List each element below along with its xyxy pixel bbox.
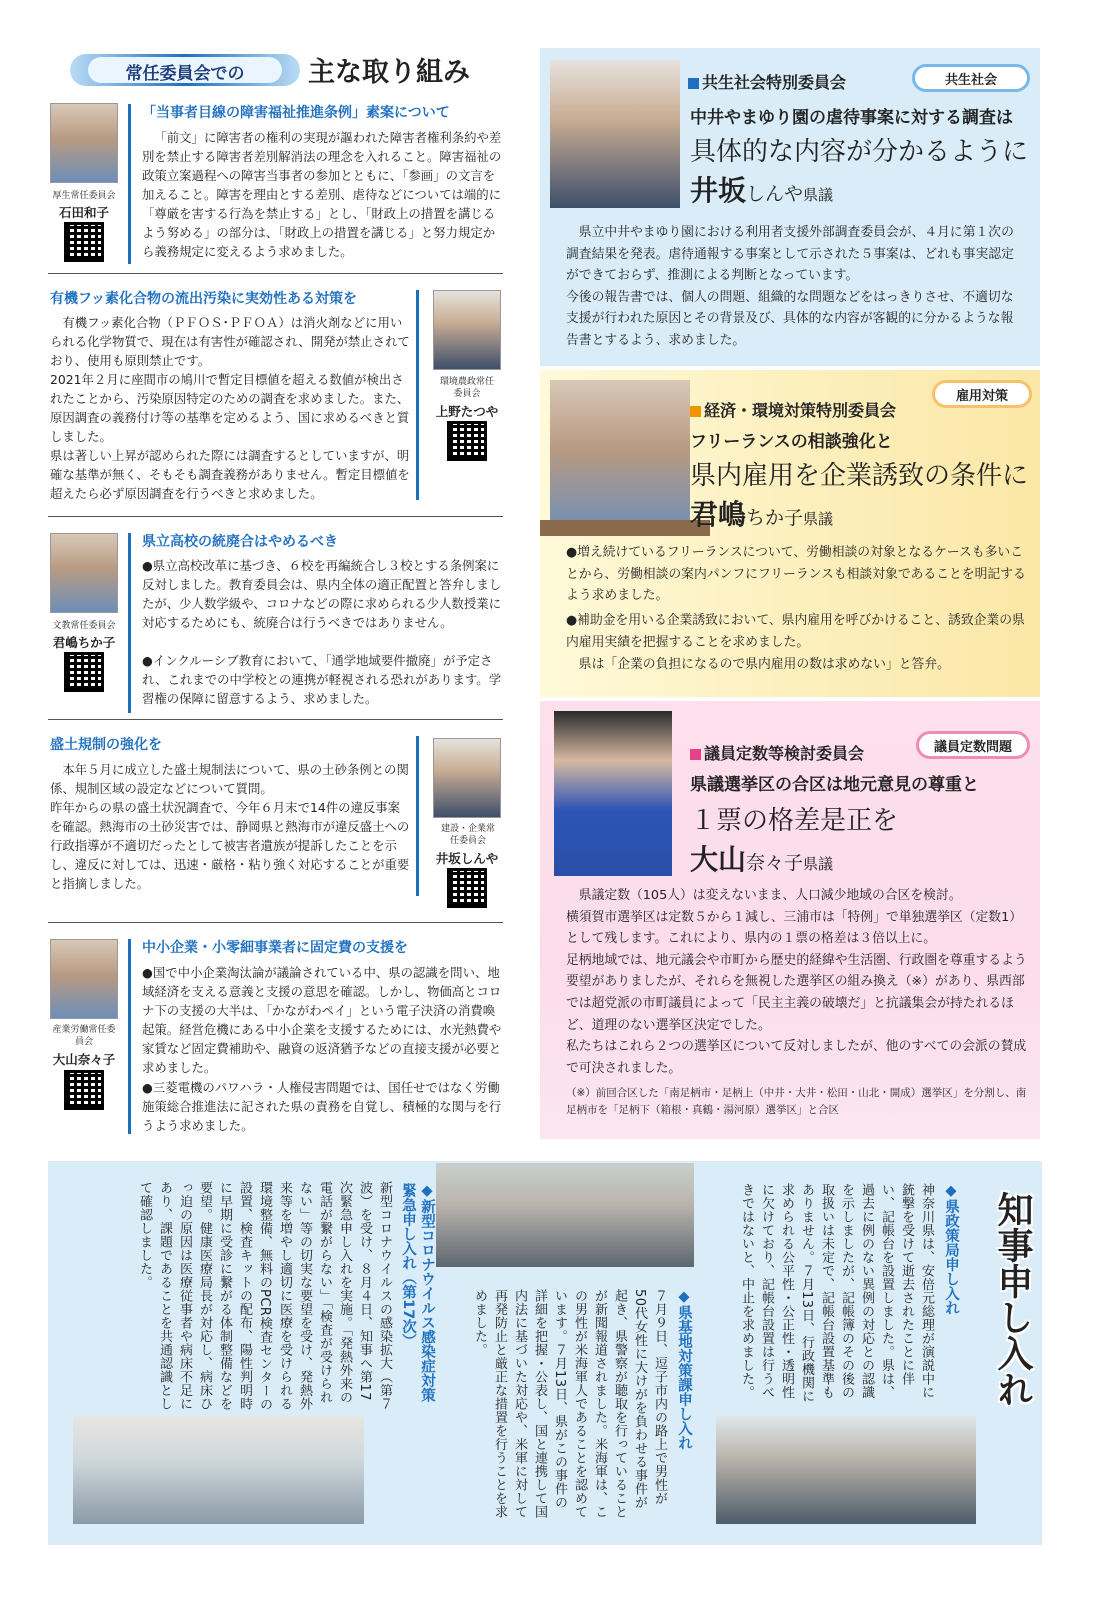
- member-name: 井坂しんや: [435, 851, 499, 866]
- member-name: 石田和子: [58, 205, 109, 220]
- article-body: ●増え続けているフリーランスについて、労働相談の対象となるケースも多いことから、労働相談の案内パンフにフリーランスも相談対象であることを明記するよう求めました。: [566, 545, 1026, 603]
- member-name: 君嶋ちか子県議: [690, 498, 834, 531]
- panel-kyosei: [540, 48, 1040, 366]
- base-body: ７月９日、逗子市内の路上で男性が50代女性に大けがを負わせる事件が起き、県警察が聴取を行っていることが新聞報道されました。米海軍は、この男性が米海軍人であることを認めています。７月13日、県がこの事件の詳細を把握・公表し、国と連携して国内法に基づいた対応や、米軍に対して再発防止と厳正な措置を行うことを求めました。: [472, 1289, 667, 1519]
- politics-title: ◆県政策局申し入れ: [943, 1183, 959, 1315]
- header: [70, 50, 510, 90]
- base-title: ◆県基地対策課申し入れ: [676, 1289, 692, 1450]
- member-photo: [433, 738, 501, 818]
- page-title: 主な取り組み: [308, 57, 470, 88]
- qr-code: [64, 1070, 104, 1110]
- member-role: 産業労働常任委員会: [52, 1025, 116, 1047]
- covid-title: ◆新型コロナウイルス感染症対策緊急申し入れ（第17次）: [400, 1183, 435, 1402]
- headline: 中井やまゆり園の虐待事案に対する調査は: [690, 108, 1013, 128]
- article-body: ●県立高校改革に基づき、６校を再編統合し３校とする条例案に反対しました。教育委員会は、県内全体の適正配置と答弁しましたが、少人数学級や、コロナなどの際に求められる少人数授業に対応するためにも、統廃合は行うべきではありません。: [142, 558, 502, 630]
- topic-badge: 雇用対策: [932, 380, 1032, 408]
- headline: フリーランスの相談強化と: [690, 432, 893, 452]
- topic-badge: 議員定数問題: [916, 731, 1030, 759]
- article-body: ●インクルーシブ教育において、「通学地域要件撤廃」が予定され、これまでの中学校との連携が軽視される恐れがあります。学習権の保障に留意するよう、求めました。: [142, 653, 502, 706]
- headline: 県議選挙区の合区は地元意見の尊重と: [690, 775, 979, 795]
- article-body: 県議定数（105人）は変えないまま、人口減少地域の合区を検討。 横須賀市選挙区は定数５から１減し、三浦市は「特例」で単独選挙区（定数1）として残します。これにより、県内の１票の格差は３倍以上に。 足柄地域では、地元議会や市町から歴史的経緯や生活圏、行政圏を尊重するよう要望がありましたが、それらを無視した選挙区の組み換え（※）があり、県西部では超党派の市町議員によって「民主主義の破壊だ」と抗議集会が持たれるほど、道理のない選挙区決定でした。 私たちはこれら２つの選挙区について反対しましたが、他のすべての会派の賛成で可決されました。: [566, 888, 1027, 1076]
- headline: 県内雇用を企業誘致の条件に: [690, 461, 1029, 491]
- member-name: 井坂しんや県議: [690, 174, 834, 207]
- article-body: 有機フッ素化合物（ＰＦＯＳ･ＰＦＯＡ）は消火剤などに用いられる化学物質で、現在は有害性が確認され、開発が禁止されており、使用も原則禁止です。 2021年２月に座間市の鳩川で暫定目標値を超える数値が検出されたことから、汚染原因特定のための調査を求めました。また、原因調査の義務付け等の基準を定めるよう、国に求めるべきと質しました。 県は著しい上昇が認められた際には調査するとしていますが、明確な基準が無く、そもそも調査義務がありません。暫定目標値を超えたら必ず原因調査を行うべきと求めました。: [50, 315, 410, 501]
- article-body: 本年５月に成立した盛土規制法について、県の土砂条例との関係、規制区域の設定などについて質問。 昨年からの県の盛土状況調査で、今年６月末で14件の違反事案を確認。熱海市の土砂災害では、静岡県と熱海市が違反盛土への行政指導が不適切だったとして被害者遺族が提訴したことを示し、違反に対しては、迅速・厳格・粘り強く対応することが重要と指摘しました。: [50, 762, 410, 891]
- topic-badge: 共生社会: [912, 64, 1030, 92]
- meeting-photo: [73, 1416, 364, 1524]
- member-photo: [50, 103, 118, 183]
- header-pill: [70, 54, 300, 86]
- member-photo: [550, 380, 690, 534]
- member-photo: [433, 290, 501, 370]
- member-name: 大山奈々子: [52, 1052, 116, 1067]
- member-photo: [50, 939, 118, 1019]
- member-role: 文教常任委員会: [52, 621, 116, 631]
- qr-code: [64, 652, 104, 692]
- article-body: ●三菱電機のパワハラ・人権侵害問題では、国任せではなく労働施策総合推進法に記された県の責務を自覚し、積極的な関与を行うよう求めました。: [142, 1080, 502, 1133]
- member-name: 君嶋ちか子: [52, 635, 116, 650]
- article-body: 県は「企業の負担になるので県内雇用の数は求めない」と答弁。: [578, 657, 950, 672]
- panel-teisu: [540, 701, 1040, 1139]
- committee-name: 共生社会特別委員会: [688, 72, 938, 94]
- member-role: 環境農政常任委員会: [439, 377, 494, 399]
- meeting-photo: [716, 1416, 976, 1524]
- committee-name: 議員定数等検討委員会: [690, 743, 950, 765]
- headline: 具体的な内容が分かるように: [690, 137, 1029, 167]
- member-role: 建設・企業常任委員会: [440, 824, 495, 846]
- article-body: 「前文」に障害者の権利の実現が謳われた障害者権利条約や差別を禁止する障害者差別解消法の理念を入れること。障害福祉の政策立案過程への障害当事者の参加とともに、「参画」の文言を加えること。障害を理由とする差別、虐待などについては端的に「尊厳を害する行為を禁止する」とし、「財政上の措置を講じるよう努める」の部分は、「財政上の措置を講じる」と努力規定から義務規定に変えるよう求めました。: [142, 130, 502, 259]
- article-body: ●補助金を用いる企業誘致において、県内雇用を呼びかけること、誘致企業の県内雇用実績を把握することを求めました。: [566, 613, 1025, 650]
- footnote: （※）前回合区した「南足柄市・足柄上（中井・大井・松田・山北・開成）選挙区」を分割し、南足柄市を「足柄下（箱根・真鶴・湯河原）選挙区」と合区: [566, 1087, 1027, 1116]
- member-photo: [50, 533, 118, 613]
- podium: [540, 520, 710, 536]
- committee-name: 経済・環境対策特別委員会: [690, 400, 970, 422]
- politics-body: 神奈川県は、安倍元総理が演説中に銃撃を受けて逝去されたことに伴い、記帳台を設置しました。県は、過去に例のない異例の対応との認識を示しましたが、記帳簿のその後の取扱いは未定で、記帳台設置基準もありません。７月13日、行政機関に求められる公平性・公正性・透明性に欠けており、記帳台設置は行うべきではないと、中止を求めました。: [739, 1183, 934, 1404]
- article-title: 中小企業・小零細事業者に固定費の支援を: [142, 940, 408, 956]
- member-photo: [554, 711, 672, 876]
- qr-code: [447, 868, 487, 908]
- member-role: 厚生常任委員会: [52, 191, 116, 201]
- article-title: 有機フッ素化合物の流出汚染に実効性ある対策を: [50, 291, 358, 307]
- headline: １票の格差是正を: [690, 806, 899, 836]
- qr-code: [447, 421, 487, 461]
- article-body: 県立中井やまゆり園における利用者支援外部調査委員会が、４月に第１次の調査結果を発表。虐待通報する事案として示された５事案は、どれも事実認定ができておらず、推測による判断となっています。 今後の報告書では、個人の問題、組織的な問題などをはっきりさせ、不適切な支援が行われた原因とその背景及び、具体的な内容が客観的に分かるような報告書とするよう、求めました。: [566, 225, 1014, 348]
- meeting-photo: [436, 1163, 694, 1267]
- member-photo: [550, 60, 680, 208]
- article-title: 県立高校の統廃合はやめるべき: [142, 534, 338, 550]
- article-title: 「当事者目線の障害福祉推進条例」素案について: [142, 105, 450, 121]
- big-title: 知事申し入れ: [992, 1191, 1033, 1407]
- article-body: ●国で中小企業淘汰論が議論されている中、県の認識を問い、地域経済を支える意義と支援の意思を確認。しかし、物価高とコロナ下の支援の大半は、「かながわペイ」という電子決済の消費喚起策。経営危機にある中小企業を支援するためには、水光熱費や家賃など固定費補助や、融資の返済猶予などの直接支援が必要と求めました。: [142, 965, 502, 1075]
- member-name: 大山奈々子県議: [690, 843, 834, 876]
- header-pill-label: 常任委員会での: [125, 64, 245, 84]
- qr-code: [64, 222, 104, 262]
- member-name: 上野たつや: [435, 404, 499, 419]
- article-title: 盛土規制の強化を: [50, 737, 162, 753]
- covid-body: 新型コロナウイルスの感染拡大（第７波）を受け、８月４日、知事へ第17次緊急申し入れを実施。「発熱外来の電話が繋がらない」「検査が受けられない」等の切実な要望を受け、発熱外来等を増やし適切に医療を受けられる環境整備、無料のPCR検査センターの設置、検査キットの配布、陽性判明時に早期に受診に繋がる体制整備などを要望。健康医療局長が対応し、病床ひっ迫の原因は医療従事者や病床不足にあり、課題であることを共通認識として確認しました。: [137, 1181, 392, 1411]
- panel-koyo: [540, 370, 1040, 697]
- bottom-section: [48, 1161, 1042, 1545]
